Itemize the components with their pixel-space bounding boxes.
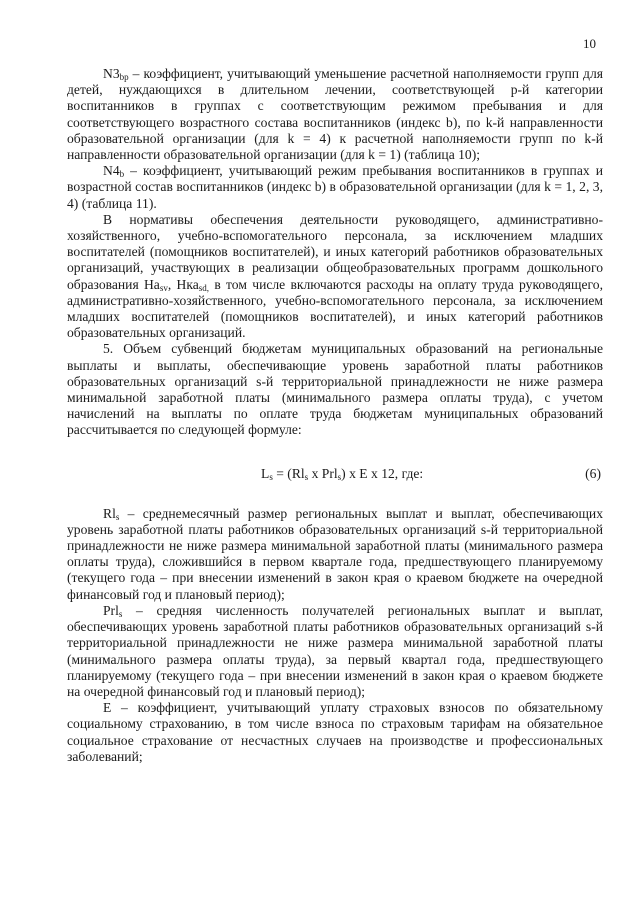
subscript-s: s bbox=[115, 511, 120, 522]
paragraph-prl-definition bbox=[67, 603, 603, 700]
paragraph-normatives bbox=[67, 212, 603, 342]
symbol-n4: N4 bbox=[103, 163, 120, 179]
prl-definition-text: – средняя численность получателей региональных выплат и выплат, обеспечивающих уровень заработной платы работников образовательных организаций s-й территориальной принадлежности не ниже размера минимальной заработной платы (минимального размера оплаты труда), за первый квартал года, предшествующего планируемому (текущего года – при внесении изменений в закон края о краевом бюджете на очередной финансовый год и плановый период); bbox=[67, 602, 603, 699]
formula-sub: s bbox=[337, 471, 342, 482]
subscript-s: s bbox=[118, 608, 123, 619]
formula-sub: s bbox=[304, 471, 309, 482]
formula-part: ) x E x 12, где: bbox=[341, 465, 424, 481]
document-body bbox=[67, 66, 603, 765]
symbol-n3: N3 bbox=[103, 66, 120, 81]
rl-definition-text: – среднемесячный размер региональных выплат и выплат, обеспечивающих уровень заработной платы работников образовательных организаций s-й территориальной принадлежности не ниже размера минимальной заработной платы (минимального размера оплаты труда), сложившийся в первом квартале года, предшествующего планируемому (текущего года – при внесении изменений в закон края о краевом бюджете на очередной финансовый год и плановый период); bbox=[67, 505, 603, 602]
subscript-sv: sv bbox=[159, 282, 168, 293]
formula-number: (6) bbox=[585, 465, 601, 481]
e-definition-text: E – коэффициент, учитывающий уплату страховых взносов по обязательному социальному страхованию, в том числе взноса по страховым тарифам на обязательное социальное страхование от несчастных случаев на производстве и профессиональных заболеваний; bbox=[67, 700, 603, 764]
paragraph-rl-definition bbox=[67, 506, 603, 603]
paragraph-item-5 bbox=[67, 341, 603, 438]
formula-6 bbox=[67, 466, 603, 484]
paragraph-n3-definition bbox=[67, 66, 603, 163]
symbol-rl: Rl bbox=[103, 505, 116, 521]
formula-part: L bbox=[261, 465, 270, 481]
subscript-sd: sd, bbox=[198, 282, 210, 293]
subscript-b: b bbox=[119, 169, 125, 180]
n3-definition-text: – коэффициент, учитывающий уменьшение расчетной наполняемости групп для детей, нуждающихся в длительном лечении, соответствующей p-й категории воспитанников в группах с соответствующим режимом пребывания и для соответствующего возрастного состава воспитанников (индекс b), по k-й направленности образовательной организации (для k = 4) к расчетной наполняемости групп по k-й направленности образовательной организации (для k = 1) (таблица 10); bbox=[67, 66, 603, 163]
formula-sub: s bbox=[269, 471, 273, 482]
item-5-text: 5. Объем субвенций бюджетам муниципальных образований на региональные выплаты и выплаты, обеспечивающие уровень заработной платы работников образовательных организаций s-й территориальной принадлежности не ниже размера минимальной заработной платы (минимального размера оплаты труда), с учетом начислений на выплаты по оплате труда бюджетам муниципальных образований рассчитывается по следующей формуле: bbox=[67, 341, 603, 438]
normatives-text-a: В нормативы обеспечения деятельности руководящего, административно-хозяйственного, учебно-вспомогательного персонала, за исключением младших воспитателей (помощников воспитателей), и иных категорий работников образовательных организаций, участвующих в реализации общеобразовательных программ дошкольного образования На bbox=[67, 211, 603, 292]
formula-part: x Prl bbox=[308, 465, 338, 481]
n4-definition-text: – коэффициент, учитывающий режим пребывания воспитанников в группах и возрастной состав воспитанников (индекс b) в образовательной организации (для k = 1, 2, 3, 4) (таблица 11). bbox=[67, 163, 603, 211]
formula-expression bbox=[261, 466, 423, 482]
paragraph-e-definition bbox=[67, 700, 603, 765]
symbol-prl: Prl bbox=[103, 602, 119, 618]
normatives-text-b: , Нка bbox=[167, 276, 199, 292]
normatives-text-c: в том числе включаются расходы на оплату труда руководящего, административно-хозяйственного, учебно-вспомогательного персонала, за исключением младших воспитателей (помощников воспитателей), и иных категорий работников образовательных организаций. bbox=[67, 276, 603, 341]
subscript-bp: bp bbox=[119, 72, 129, 82]
paragraph-n4-definition bbox=[67, 163, 603, 212]
formula-part: = (Rl bbox=[272, 465, 305, 481]
page-number: 10 bbox=[583, 36, 596, 51]
